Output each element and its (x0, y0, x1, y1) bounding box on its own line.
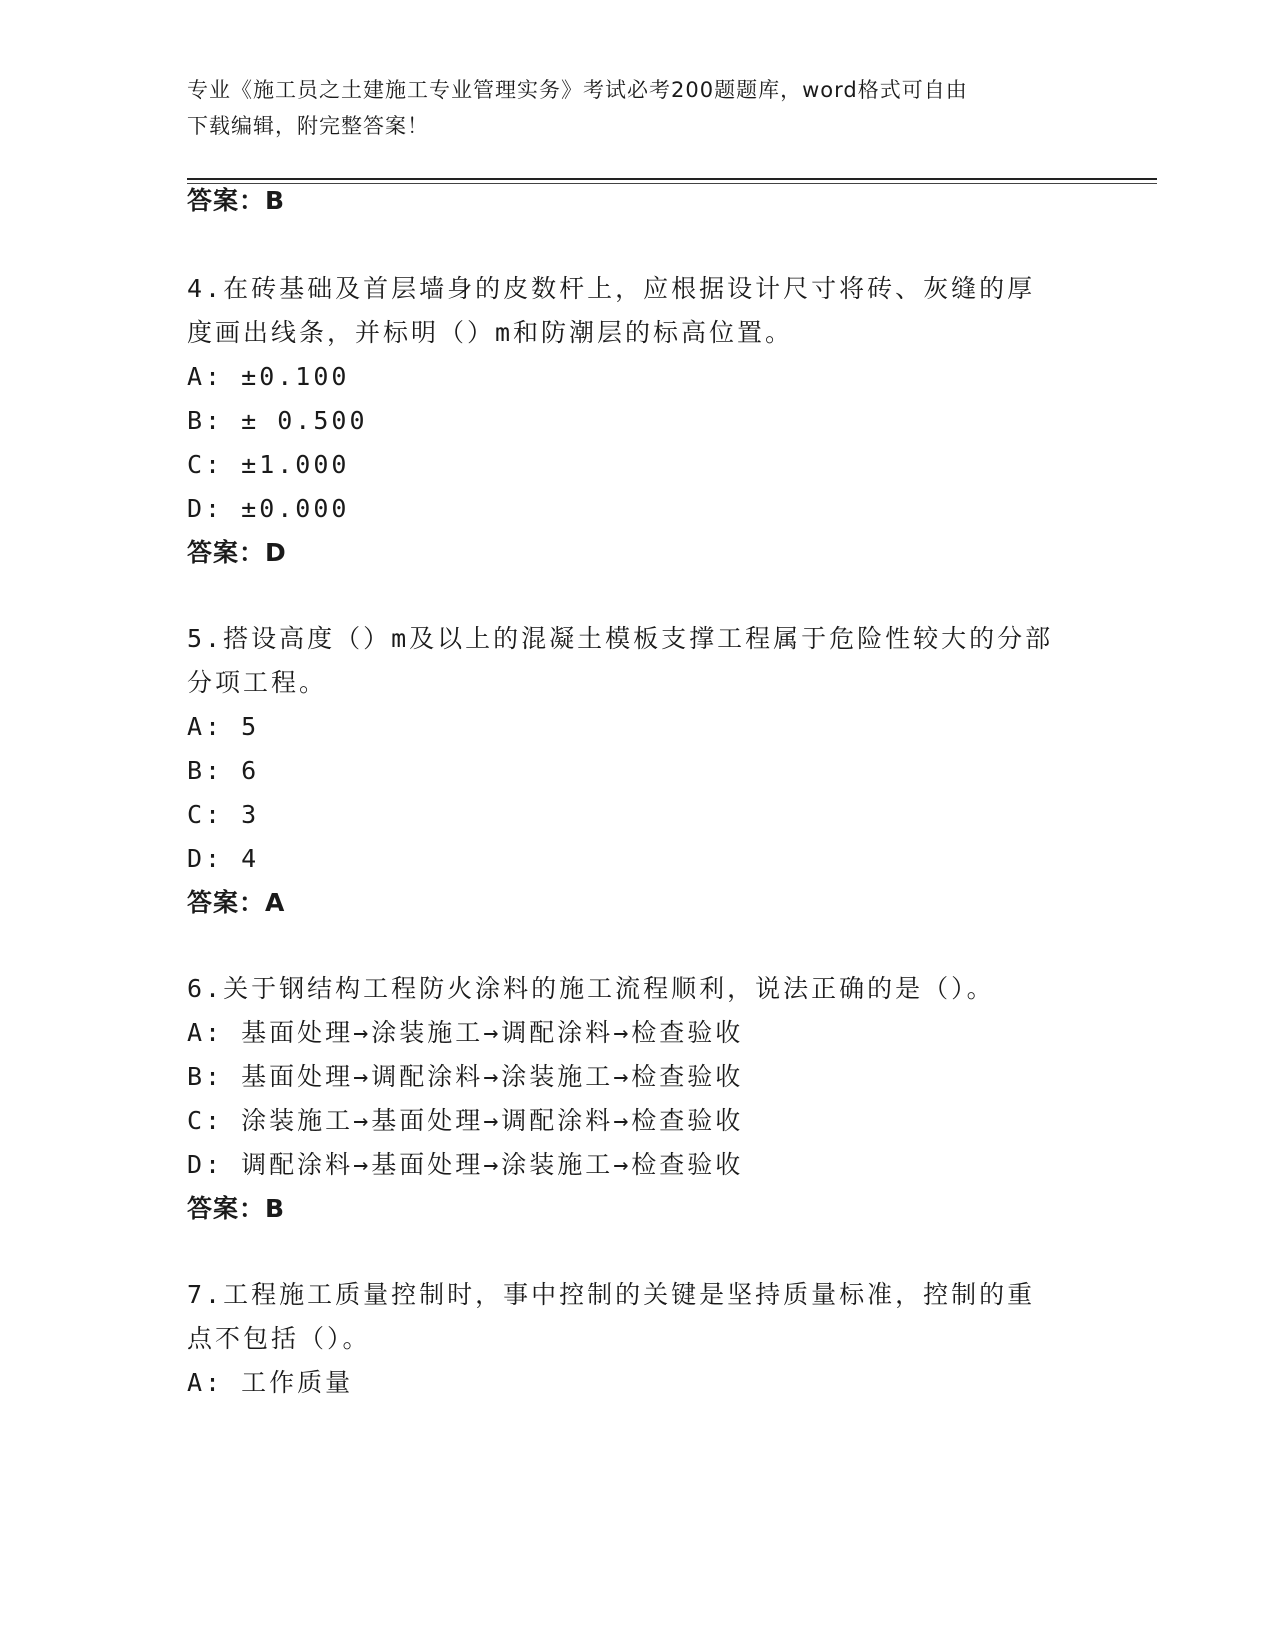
question-5-answer: 答案：A (187, 888, 286, 917)
header-line-2: 下载编辑，附完整答案！ (187, 114, 429, 138)
question-5-text-line-1: 5.搭设高度（）m及以上的混凝土模板支撑工程属于危险性较大的分部 (187, 624, 1054, 653)
question-7-option-a: A: 工作质量 (187, 1368, 354, 1397)
question-4-text-line-2: 度画出线条，并标明（）m和防潮层的标高位置。 (187, 318, 794, 347)
question-4-text-line-1: 4.在砖基础及首层墙身的皮数杆上，应根据设计尺寸将砖、灰缝的厚 (187, 274, 1036, 303)
question-6-text-line-1: 6.关于钢结构工程防火涂料的施工流程顺利，说法正确的是（）。 (187, 974, 995, 1003)
question-7-text-line-1: 7.工程施工质量控制时，事中控制的关键是坚持质量标准，控制的重 (187, 1280, 1036, 1309)
question-5-text-line-2: 分项工程。 (187, 668, 328, 697)
question-4-option-d: D: ±0.000 (187, 494, 350, 523)
question-6-option-a: A: 基面处理→涂装施工→调配涂料→检查验收 (187, 1018, 744, 1047)
document-header (187, 72, 1087, 144)
question-6-option-c: C: 涂装施工→基面处理→调配涂料→检查验收 (187, 1106, 744, 1135)
header-line-1: 专业《施工员之土建施工专业管理实务》考试必考200题题库，word格式可自由 (187, 78, 968, 102)
header-divider-bottom (187, 183, 1157, 184)
header-divider-top (187, 178, 1157, 180)
question-6-option-b: B: 基面处理→调配涂料→涂装施工→检查验收 (187, 1062, 744, 1091)
question-7-text-line-2: 点不包括（）。 (187, 1324, 371, 1353)
question-5-option-a: A: 5 (187, 712, 260, 741)
question-6-option-d: D: 调配涂料→基面处理→涂装施工→检查验收 (187, 1150, 744, 1179)
question-5-option-b: B: 6 (187, 756, 260, 785)
question-4-option-a: A: ±0.100 (187, 362, 350, 391)
question-5-option-d: D: 4 (187, 844, 260, 873)
question-4-option-b: B: ± 0.500 (187, 406, 368, 435)
answer-previous: 答案：B (187, 186, 286, 215)
question-5-option-c: C: 3 (187, 800, 260, 829)
question-4-option-c: C: ±1.000 (187, 450, 350, 479)
question-4-answer: 答案：D (187, 538, 287, 567)
question-6-answer: 答案：B (187, 1194, 286, 1223)
